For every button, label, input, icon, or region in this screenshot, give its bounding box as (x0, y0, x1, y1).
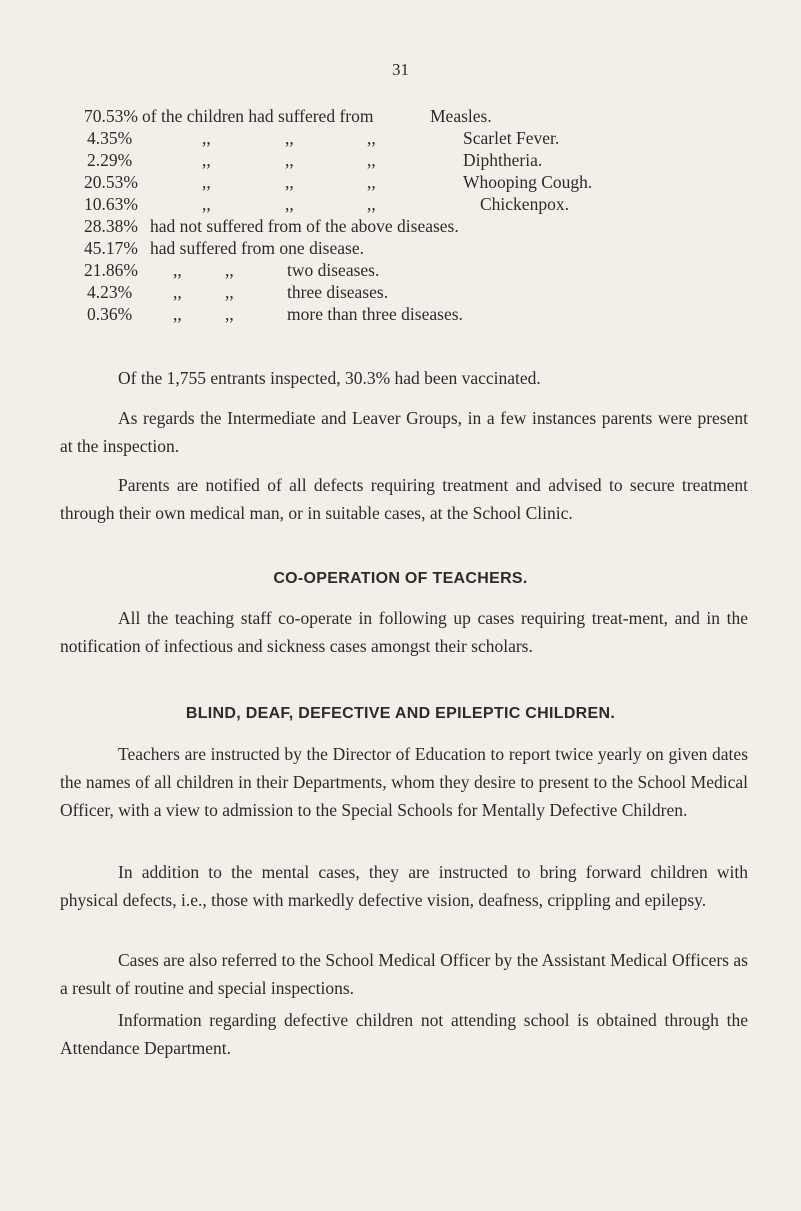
cooperation-heading: CO-OPERATION OF TEACHERS. (273, 570, 528, 587)
ditto-mark: ,, (367, 150, 376, 170)
stat-disease: Measles. (430, 106, 492, 126)
ditto-mark: ,, (367, 172, 376, 192)
stat-row-two (84, 259, 784, 281)
ditto-mark: ,, (367, 194, 376, 214)
stat-percentage: 20.53% (84, 172, 138, 192)
stat-percentage: 4.23% (87, 282, 133, 302)
stat-row-none (84, 215, 784, 237)
blind-deaf-paragraph-2: In addition to the mental cases, they are instructed to bring forward children with physical defects, i.e., those with markedly defective vision, deafness, crippling and epilepsy. (60, 862, 748, 910)
stat-row-diphtheria (87, 149, 787, 171)
ditto-mark: ,, (173, 260, 182, 280)
stat-row-measles (84, 105, 784, 127)
blind-deaf-paragraph-4: Information regarding defective children not attending school is obtained through the Attendance Department. (60, 1010, 748, 1058)
stat-row-scarlet-fever (87, 127, 787, 149)
stat-percentage: 10.63% (84, 194, 138, 214)
ditto-mark: ,, (225, 304, 234, 324)
ditto-mark: ,, (202, 150, 211, 170)
stat-text: three diseases. (287, 282, 389, 302)
stat-percentage: 28.38% (84, 216, 138, 236)
stat-text: had suffered from one disease. (150, 238, 364, 258)
stat-lead-text: of the children had suffered from (142, 106, 374, 126)
ditto-mark: ,, (202, 172, 211, 192)
stat-disease: Chickenpox. (480, 194, 569, 214)
cooperation-paragraph: All the teaching staff co-operate in following up cases requiring treat-ment, and in the notification of infectious and sickness cases amongst their scholars. (60, 608, 748, 656)
blind-deaf-heading: BLIND, DEAF, DEFECTIVE AND EPILEPTIC CHILDREN. (185, 705, 616, 722)
stat-percentage: 0.36% (87, 304, 133, 324)
stat-row-whooping-cough (84, 171, 794, 193)
stat-text: had not suffered from of the above diseases. (150, 216, 459, 236)
ditto-mark: ,, (202, 194, 211, 214)
ditto-mark: ,, (367, 128, 376, 148)
stat-row-three (87, 281, 787, 303)
ditto-mark: ,, (173, 282, 182, 302)
ditto-mark: ,, (225, 282, 234, 302)
vaccination-paragraph: Of the 1,755 entrants inspected, 30.3% had been vaccinated. (118, 368, 541, 388)
parents-notified-paragraph: Parents are notified of all defects requiring treatment and advised to secure treatment through their own medical man, or in suitable cases, at the School Clinic. (60, 475, 748, 523)
ditto-mark: ,, (173, 304, 182, 324)
ditto-mark: ,, (285, 172, 294, 192)
stat-percentage: 2.29% (87, 150, 133, 170)
stat-text: two diseases. (287, 260, 380, 280)
ditto-mark: ,, (225, 260, 234, 280)
stat-disease: Whooping Cough. (463, 172, 593, 192)
ditto-mark: ,, (285, 150, 294, 170)
stat-percentage: 4.35% (87, 128, 133, 148)
stat-percentage: 45.17% (84, 238, 138, 258)
page-number: 31 (392, 60, 409, 79)
ditto-mark: ,, (285, 194, 294, 214)
stat-disease: Scarlet Fever. (463, 128, 560, 148)
stat-disease: Diphtheria. (463, 150, 543, 170)
stat-text: more than three diseases. (287, 304, 463, 324)
ditto-mark: ,, (285, 128, 294, 148)
stat-row-one (84, 237, 784, 259)
stat-row-chickenpox (84, 193, 784, 215)
parents-present-paragraph: As regards the Intermediate and Leaver Groups, in a few instances parents were present at the inspection. (60, 408, 748, 456)
blind-deaf-paragraph-3: Cases are also referred to the School Medical Officer by the Assistant Medical Officers as a result of routine and special inspections. (60, 950, 748, 998)
stat-row-more (87, 303, 787, 325)
ditto-mark: ,, (202, 128, 211, 148)
blind-deaf-paragraph-1: Teachers are instructed by the Director of Education to report twice yearly on given dates the names of all children in their Departments, whom they desire to present to the School Medical Officer, with a view to admission to the Special Schools for Mentally Defective Children. (60, 744, 748, 820)
stat-percentage: 70.53% (84, 106, 138, 126)
stat-percentage: 21.86% (84, 260, 138, 280)
